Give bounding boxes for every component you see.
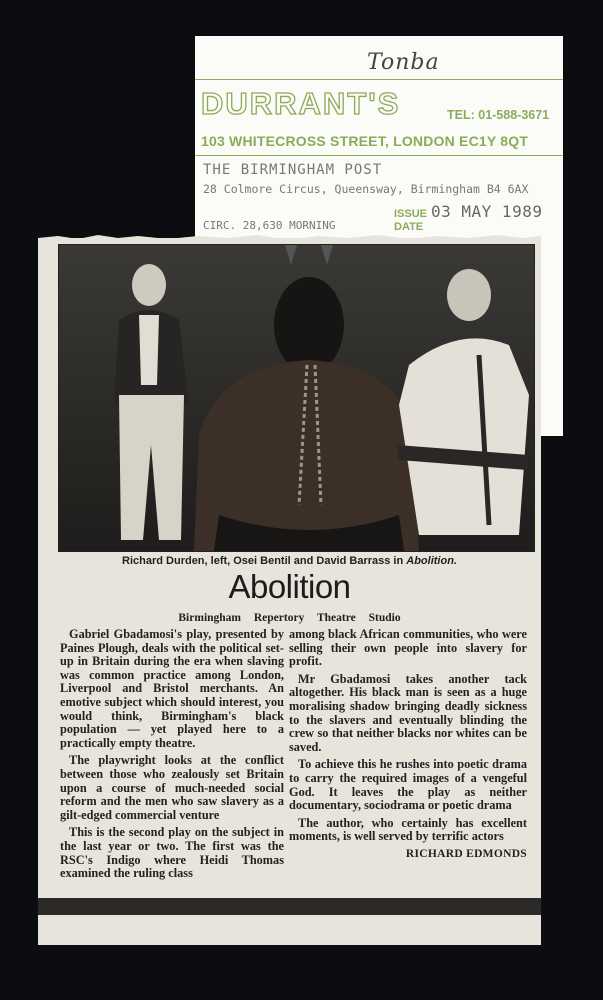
production-photo [58, 244, 535, 552]
agency-telephone: TEL: 01-588-3671 [447, 108, 550, 122]
article-subhead: Birmingham Repertory Theatre Studio [178, 612, 401, 624]
paragraph: Gabriel Gbadamosi's play, presented by Paines Plough, deals with the political set-up in Britain during the era when slaving was common practice among London, Liverpool and Bristol merchants. An emotive subject which should interest, you would think, Birmingham's black population — yet played here to a practically empty theatre. [60, 627, 284, 750]
photo-caption: Richard Durden, left, Osei Bentil and David Barrass in Abolition. [122, 555, 457, 567]
agency-brand: DURRANT'S [201, 86, 401, 121]
byline: RICHARD EDMONDS [405, 847, 527, 860]
publication-name: THE BIRMINGHAM POST [203, 162, 383, 178]
bottom-rule [38, 898, 541, 915]
circulation-info: CIRC. 28,630 MORNING [203, 219, 336, 232]
paragraph: This is the second play on the subject in the last year or two. The first was the RSC's Indigo where Heidi Thomas examined the ruling class [60, 825, 284, 881]
paragraph: among black African communities, who were selling their own people into slavery for profit. [289, 627, 527, 669]
issue-date-label: ISSUE DATE [394, 208, 428, 233]
newspaper-clipping [38, 238, 541, 945]
paragraph: To achieve this he rushes into poetic drama to carry the required images of a vengeful God. It leaves the play as neither documentary, sociodrama or poetic drama [289, 757, 527, 813]
paragraph: The playwright looks at the conflict between those who zealously set Britain upon a course of much-needed social reform and the men who saw slavery as a gilt-edged commercial venture [60, 753, 284, 822]
article-column-2 [289, 628, 527, 862]
article-column-1 [60, 628, 284, 885]
publication-address: 28 Colmore Circus, Queensway, Birmingham B4 6AX [203, 182, 529, 196]
paragraph: The author, who certainly has excellent moments, is well served by terrific actors [289, 815, 527, 844]
agency-address: 103 WHITECROSS STREET, LONDON EC1Y 8QT [201, 133, 529, 149]
issue-date-stamp: 03 MAY 1989 [431, 202, 543, 221]
paragraph: Mr Gbadamosi takes another tack altogether. His black man is seen as a huge moralising shadow bringing deadly sickness to the slavers and eventually blinding the crew so that neither blacks nor whites can be saved. [289, 671, 527, 754]
article-headline: Abolition [228, 568, 351, 605]
handwritten-note: Tonba [367, 50, 440, 75]
